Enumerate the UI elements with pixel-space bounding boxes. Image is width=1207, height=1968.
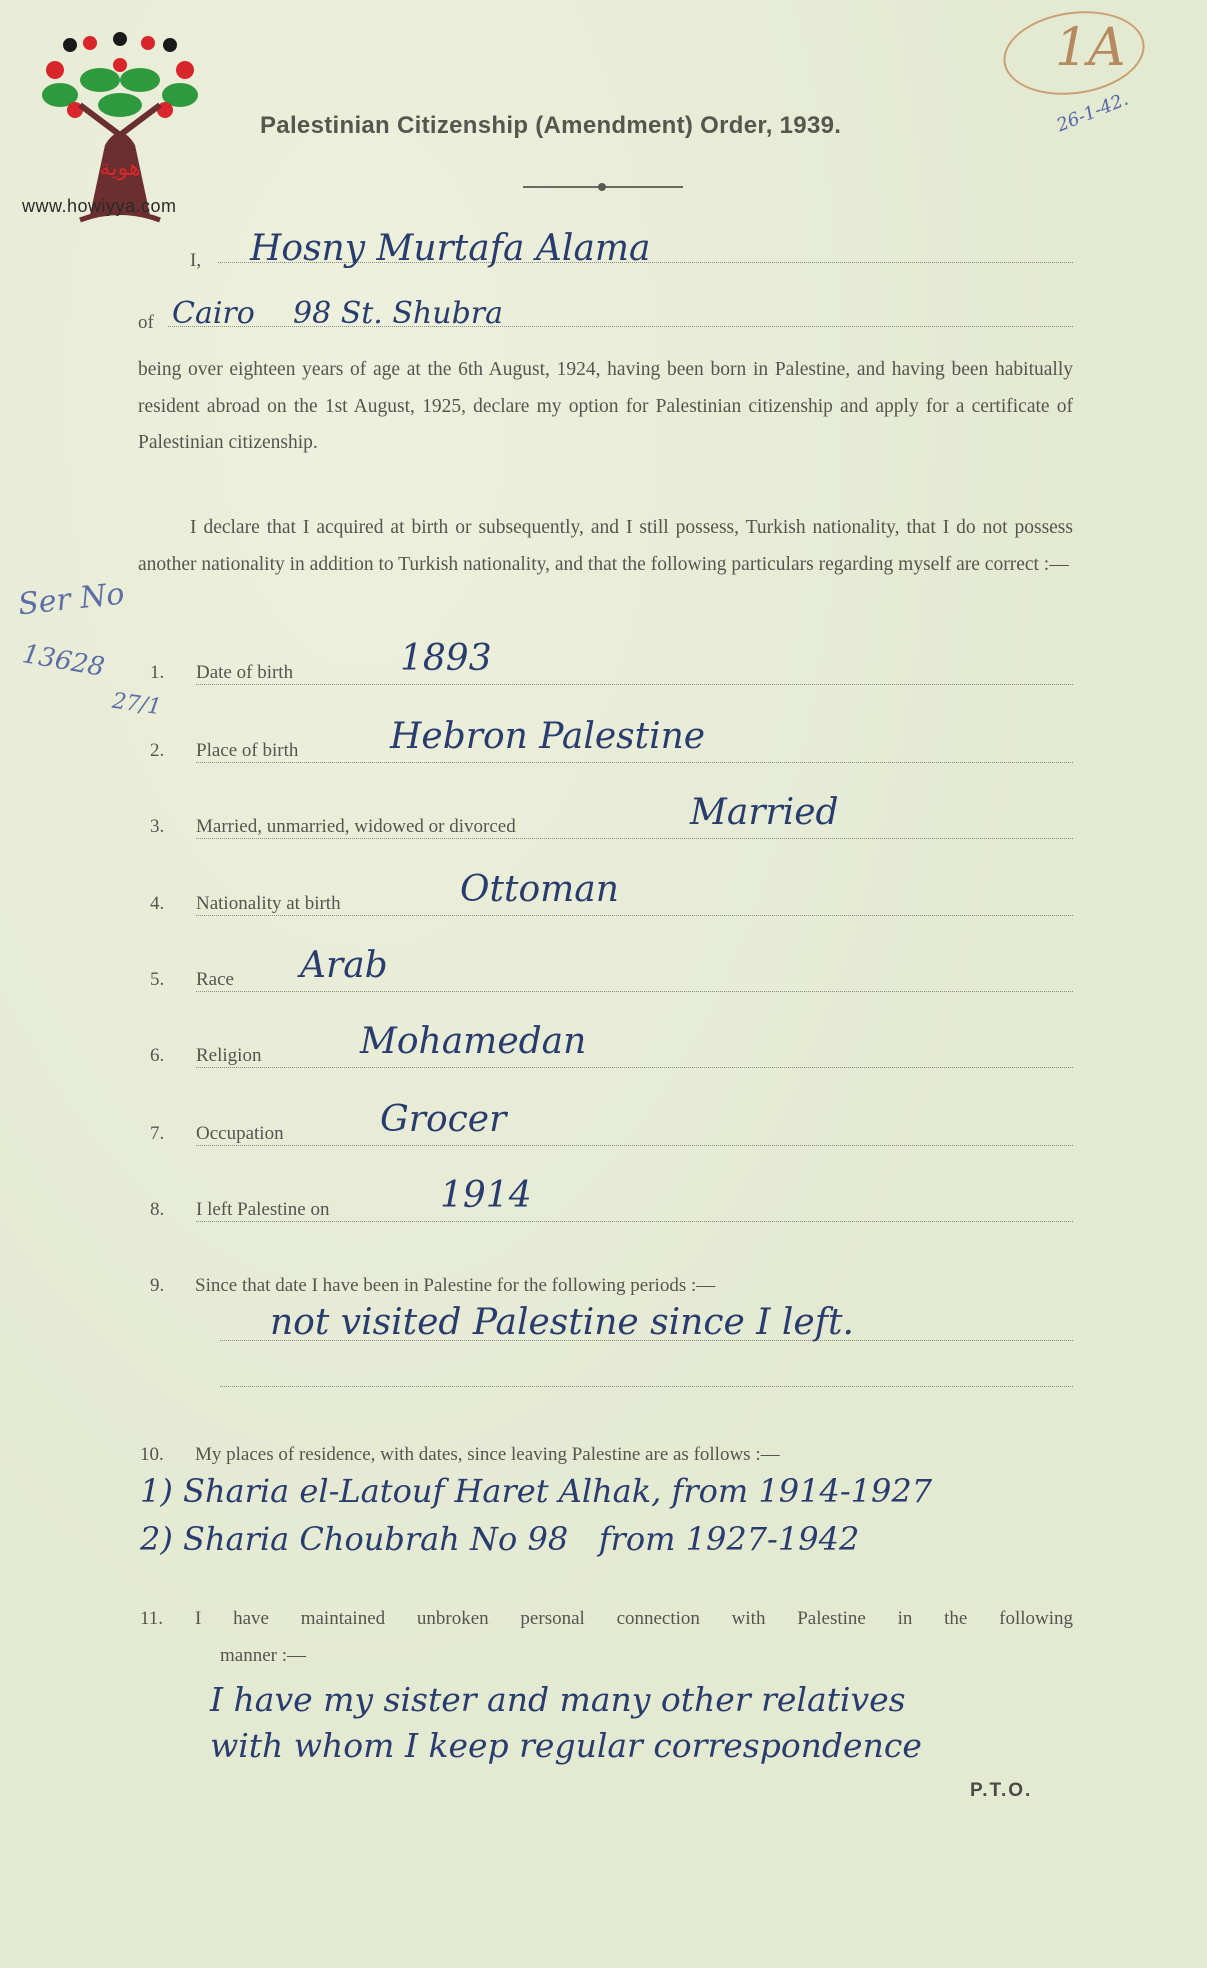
date-annotation: 26-1-42. — [1053, 88, 1132, 137]
item-7-number: 7. — [150, 1123, 165, 1144]
declaration-paragraph: I declare that I acquired at birth or subsequently, and I still possess, Turkish nationality, that I do not possess another nationality in addition to Turkish nationality, and that the following particulars regarding myself are correct :— — [138, 517, 1073, 575]
option-paragraph: being over eighteen years of age at the 6th August, 1924, having been born in Palestine, and having been habitually resident abroad on the 1st August, 1925, declare my option for Palestinian citizenship and apply for a certificate of Palestinian citizenship. — [138, 359, 1073, 453]
prefix-of: of — [138, 312, 154, 333]
item-5-answer: Arab — [300, 945, 388, 986]
item-6-number: 6. — [150, 1045, 165, 1066]
item-4-label: Nationality at birth — [196, 893, 341, 914]
margin-serial-number: 13628 — [20, 639, 107, 683]
item-2-line — [196, 762, 1073, 763]
item-11-answer-1: I have my sister and many other relatives — [210, 1680, 906, 1719]
item-5-number: 5. — [150, 969, 165, 990]
item-8-number: 8. — [150, 1199, 165, 1220]
item-4-answer: Ottoman — [460, 869, 619, 910]
item-10-residence-2: 2) Sharia Choubrah No 98 from 1927-1942 — [140, 1520, 860, 1558]
item-5-line — [196, 991, 1073, 992]
applicant-name: Hosny Murtafa Alama — [250, 228, 651, 269]
reference-mark: 1A — [1055, 18, 1126, 78]
item-9-answer: not visited Palestine since I left. — [270, 1302, 854, 1343]
item-11-number: 11. — [140, 1608, 164, 1629]
item-6-label: Religion — [196, 1045, 262, 1066]
item-4-number: 4. — [150, 893, 165, 914]
title-rule-ornament — [598, 183, 606, 191]
item-9-label: Since that date I have been in Palestine for the following periods :— — [195, 1275, 716, 1296]
item-8-answer: 1914 — [440, 1175, 532, 1216]
item-1-answer: 1893 — [400, 638, 492, 679]
item-1-line — [196, 684, 1073, 685]
item-8-label: I left Palestine on — [196, 1199, 330, 1220]
item-2-answer: Hebron Palestine — [390, 716, 706, 757]
item-7-answer: Grocer — [380, 1099, 507, 1140]
item-8-line — [196, 1221, 1073, 1222]
item-2-number: 2. — [150, 740, 165, 761]
item-9-line-2 — [220, 1386, 1073, 1387]
margin-date: 27/1 — [110, 688, 163, 721]
item-10-label: My places of residence, with dates, since leaving Palestine are as follows :— — [195, 1444, 780, 1465]
item-3-label: Married, unmarried, widowed or divorced — [196, 816, 516, 837]
logo-arabic-text: هوية — [99, 156, 141, 181]
item-3-number: 3. — [150, 816, 165, 837]
item-6-answer: Mohamedan — [360, 1021, 587, 1062]
item-10-residence-1: 1) Sharia el-Latouf Haret Alhak, from 1914-1927 — [140, 1472, 933, 1510]
applicant-address: Cairo 98 St. Shubra — [172, 296, 503, 331]
item-6-line — [196, 1067, 1073, 1068]
site-url: www.howiyya.com — [22, 196, 177, 216]
please-turn-over: P.T.O. — [970, 1780, 1033, 1801]
item-3-answer: Married — [690, 792, 839, 833]
item-3-line — [196, 838, 1073, 839]
item-4-line — [196, 915, 1073, 916]
item-5-label: Race — [196, 969, 234, 990]
item-10-number: 10. — [140, 1444, 164, 1465]
item-9-number: 9. — [150, 1275, 165, 1296]
item-1-label: Date of birth — [196, 662, 294, 683]
form-title: Palestinian Citizenship (Amendment) Order, 1939. — [260, 112, 842, 139]
item-11-label: I have maintained unbroken personal connection with Palestine in the following — [195, 1608, 1073, 1629]
item-11-label-cont: manner :— — [220, 1645, 307, 1666]
item-11-answer-2: with whom I keep regular correspondence — [210, 1726, 922, 1765]
item-7-label: Occupation — [196, 1123, 284, 1144]
howiyya-tree-logo — [20, 25, 220, 225]
item-2-label: Place of birth — [196, 740, 299, 761]
margin-serial-label: Ser No — [16, 576, 127, 623]
prefix-i: I, — [190, 250, 202, 271]
item-7-line — [196, 1145, 1073, 1146]
item-1-number: 1. — [150, 662, 165, 683]
